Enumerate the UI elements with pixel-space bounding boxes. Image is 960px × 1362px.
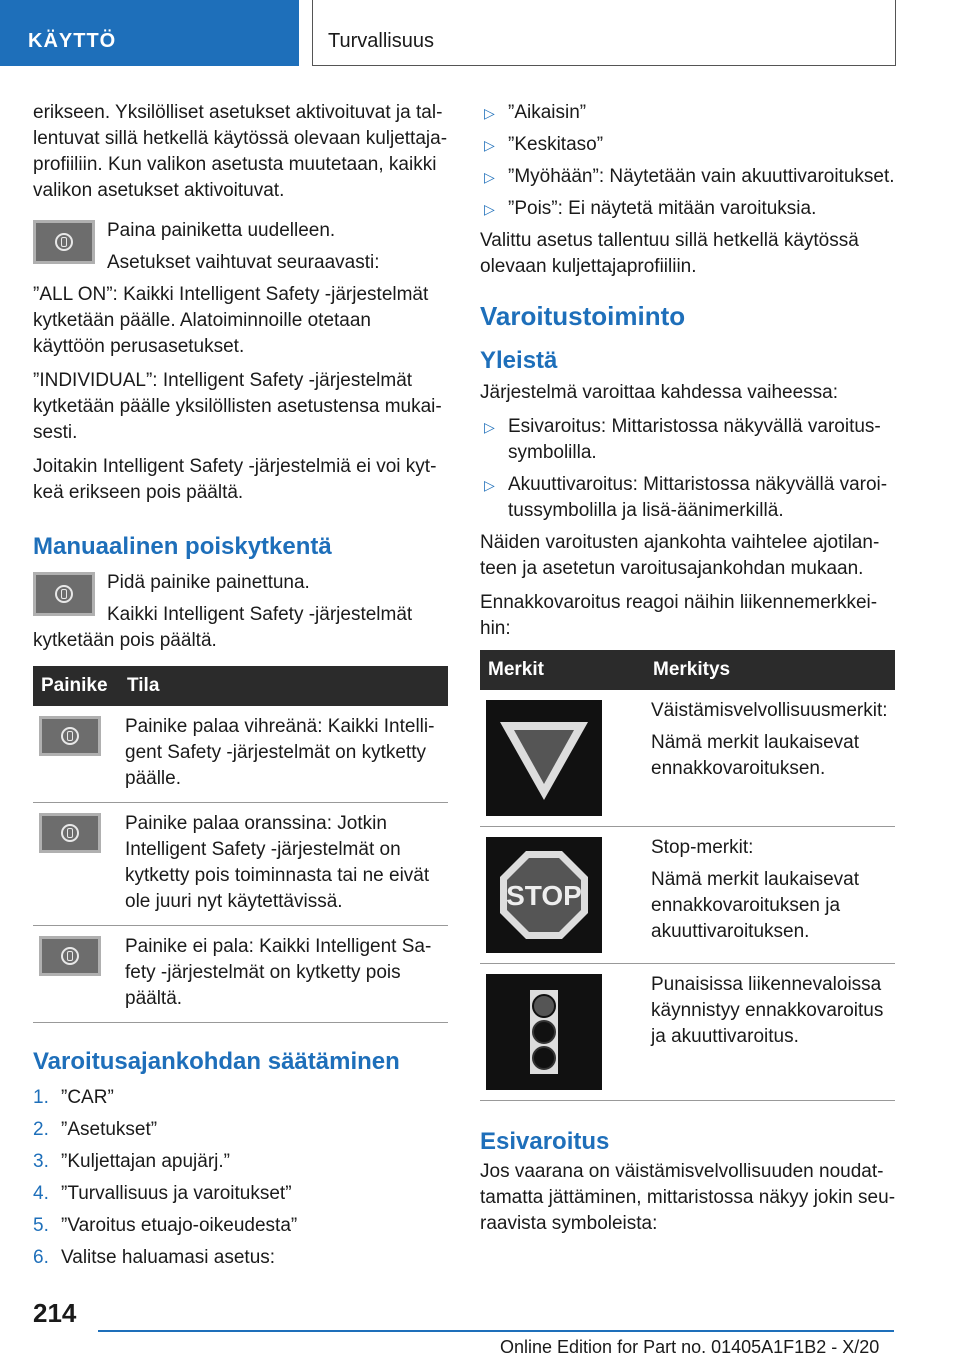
table-header: Painike <box>33 666 119 706</box>
paragraph: Jos vaarana on väistämisvelvollisuuden noudattamatta jättäminen, mittaristossa näkyy jokin seuraavista symboleista: <box>480 1161 896 1234</box>
section-heading: Esivaroitus <box>480 1128 610 1155</box>
footer-edition: Online Edition for Part no. 01405A1F1B2 - X/20 <box>500 1337 880 1357</box>
subsection-heading: Yleistä <box>480 347 558 374</box>
list-item: 3. ”Kuljettajan apujärj.” <box>33 1151 230 1172</box>
sign-desc: Nämä merkit laukaisevat ennakkovaroituksen. <box>651 732 860 779</box>
triangle-bullet-icon: ▷ <box>484 201 495 217</box>
table-row <box>33 803 448 926</box>
table-header: Merkit <box>480 650 645 690</box>
triangle-bullet-icon: ▷ <box>484 477 495 493</box>
sign-title: Punaisissa liikennevaloissa käynnistyy ennakkovaroitus ja akuuttivaroitus. <box>651 974 884 1047</box>
sign-title: Väistämisvelvollisuusmerkit: <box>651 700 888 721</box>
button-instruction <box>33 570 448 628</box>
table-header: Tila <box>119 666 448 706</box>
paragraph: ”INDIVIDUAL”: Intelligent Safety -järjestelmät kytketään päälle yksilöllisten asetustensa mukaisesti. <box>33 370 442 443</box>
safety-button-off-icon <box>39 936 101 976</box>
list-item: 2. ”Asetukset” <box>33 1119 158 1140</box>
list-item: ▷ ”Aikaisin” <box>480 100 895 126</box>
sign-desc: Nämä merkit laukaisevat ennakkovaroituksen ja akuuttivaroituksen. <box>651 869 860 942</box>
paragraph: ”ALL ON”: Kaikki Intelligent Safety -järjestelmät kytketään päälle. Alatoiminnoille otetaan käyttöön perusasetukset. <box>33 284 429 357</box>
button-state-table <box>33 666 448 1023</box>
header-topic: Turvallisuus <box>312 0 896 66</box>
list-item: ▷ ”Myöhään”: Näytetään vain akuuttivaroitukset. <box>480 164 895 190</box>
instruction-text: Kaikki Intelligent Safety -järjestelmät <box>107 604 413 625</box>
triangle-bullet-icon: ▷ <box>484 419 495 435</box>
table-cell: Painike palaa vihreänä: Kaikki Intelligent Safety -järjestelmät on kytketty päälle. <box>119 706 448 803</box>
sign-title: Stop-merkit: <box>651 837 754 858</box>
list-item: 4. ”Turvallisuus ja varoitukset” <box>33 1183 292 1204</box>
yield-sign-icon <box>486 700 602 816</box>
stop-sign-icon <box>486 837 602 953</box>
list-item: ▷ Akuuttivaroitus: Mittaristossa näkyvällä varoitussymbolilla ja lisä-äänimerkillä. <box>480 472 895 524</box>
section-heading: Manuaalinen poiskytkentä <box>33 533 332 560</box>
footer-divider <box>98 1330 894 1332</box>
table-row <box>480 964 895 1101</box>
table-cell: Painike ei pala: Kaikki Intelligent Safety -järjestelmät on kytketty pois päältä. <box>119 926 448 1023</box>
steps-list <box>33 1085 448 1271</box>
table-cell: Painike palaa oranssina: Jotkin Intelligent Safety -järjestelmät on kytketty pois toiminnasta tai ne eivät ole juuri nyt käytettävissä. <box>119 803 448 926</box>
options-list <box>480 100 895 222</box>
page-number: 214 <box>33 1298 77 1328</box>
safety-button-icon <box>33 572 95 616</box>
list-item: 6. Valitse haluamasi asetus: <box>33 1247 276 1268</box>
stages-list <box>480 414 895 524</box>
paragraph: Järjestelmä varoittaa kahdessa vaiheessa: <box>480 382 839 403</box>
list-item: 1. ”CAR” <box>33 1087 114 1108</box>
paragraph: Joitakin Intelligent Safety -järjestelmiä ei voi kytkeä erikseen pois päältä. <box>33 456 437 503</box>
safety-button-green-icon <box>39 716 101 756</box>
safety-button-icon <box>33 220 95 264</box>
instruction-text: Asetukset vaihtuvat seuraavasti: <box>107 252 380 273</box>
table-row <box>33 706 448 803</box>
left-column <box>33 100 448 1277</box>
traffic-light-icon <box>486 974 602 1090</box>
triangle-bullet-icon: ▷ <box>484 137 495 153</box>
header-section: KÄYTTÖ <box>0 0 299 66</box>
section-heading: Varoitustoiminto <box>480 301 686 331</box>
table-row <box>33 926 448 1023</box>
paragraph: Näiden varoitusten ajankohta vaihtelee ajotilanteen ja asetetun varoitusajankohdan mukaan. <box>480 532 880 579</box>
right-column <box>480 100 895 1245</box>
triangle-bullet-icon: ▷ <box>484 105 495 121</box>
paragraph: kytketään pois päältä. <box>33 630 217 651</box>
signs-table <box>480 650 895 1101</box>
triangle-bullet-icon: ▷ <box>484 169 495 185</box>
button-instruction <box>33 218 448 282</box>
list-item: ▷ ”Keskitaso” <box>480 132 895 158</box>
instruction-text: Paina painiketta uudelleen. <box>107 220 336 241</box>
safety-button-orange-icon <box>39 813 101 853</box>
paragraph: erikseen. Yksilölliset asetukset aktivoituvat ja tallentuvat sillä hetkellä käytössä olevaan kuljettajaprofiiliin. Kun valikon asetusta muutetaan, kaikki valikon asetukset aktivoituvat. <box>33 102 448 201</box>
instruction-text: Pidä painike painettuna. <box>107 572 310 593</box>
paragraph: Ennakkovaroitus reagoi näihin liikennemerkkeihin: <box>480 592 878 639</box>
list-item: ▷ Esivaroitus: Mittaristossa näkyvällä varoitussymbolilla. <box>480 414 895 466</box>
table-row <box>480 827 895 964</box>
section-heading: Varoitusajankohdan säätäminen <box>33 1048 400 1075</box>
list-item: 5. ”Varoitus etuajo-oikeudesta” <box>33 1215 298 1236</box>
paragraph: Valittu asetus tallentuu sillä hetkellä käytössä olevaan kuljettajaprofiiliin. <box>480 230 859 277</box>
table-header: Merkitys <box>645 650 895 690</box>
svg-text:STOP: STOP <box>506 880 582 911</box>
table-row <box>480 690 895 827</box>
list-item: ▷ ”Pois”: Ei näytetä mitään varoituksia. <box>480 196 895 222</box>
